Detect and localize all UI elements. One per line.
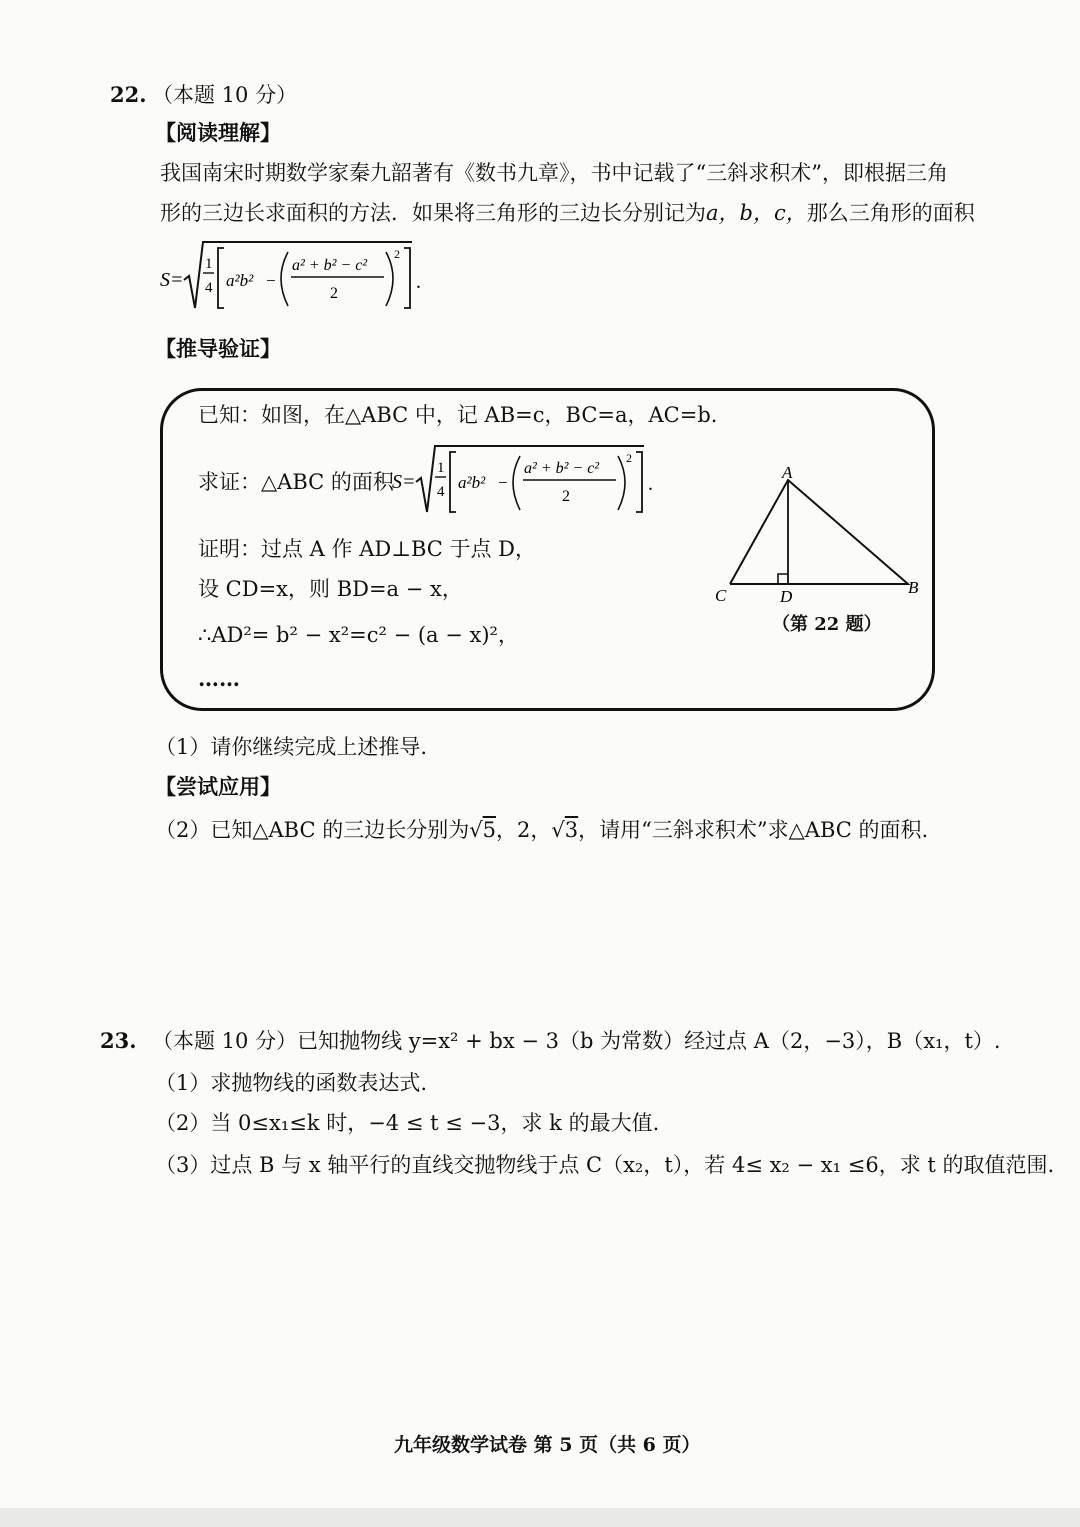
formula2-minus: −: [498, 473, 508, 492]
q22-points: （本题 10 分）: [152, 83, 298, 107]
formula2-frac-den: 4: [437, 484, 445, 500]
box-proof-line3: ∴AD²= b² − x²=c² − (a − x)²，: [198, 623, 519, 647]
box-proof-line2: 设 CD=x，则 BD=a − x，: [198, 577, 463, 601]
label-A: A: [782, 463, 793, 482]
formula2-inner-num: a² + b² − c²: [524, 460, 600, 477]
formula-outer-exp: 2: [394, 247, 400, 261]
formula-a2b2: a²b²: [226, 271, 254, 290]
sqrt3-radicand: 3: [564, 818, 579, 842]
label-B: B: [908, 578, 919, 597]
q23-number: 23.: [100, 1028, 137, 1053]
formula-inner-num: a² + b² − c²: [292, 257, 368, 274]
formula2-end: .: [648, 473, 653, 495]
formula-frac-den: 4: [205, 280, 213, 296]
q23-stem: （本题 10 分）已知抛物线 y=x² + bx − 3（b 为常数）经过点 A（2，−3），B（x₁，t）.: [152, 1029, 1001, 1053]
formula2-outer-exp: 2: [626, 451, 632, 465]
section-apply-heading: 【尝试应用】: [155, 774, 281, 799]
q23-part1: （1）求抛物线的函数表达式.: [155, 1071, 428, 1095]
page-footer: 九年级数学试卷 第 5 页（共 6 页）: [394, 1434, 701, 1456]
sqrt5: √5: [469, 818, 497, 842]
heron-formula-1: [158, 236, 438, 318]
q23-part3: （3）过点 B 与 x 轴平行的直线交抛物线于点 C（x₂，t），若 4≤ x₂ − x₁ ≤6，求 t 的取值范围.: [155, 1153, 1055, 1177]
sqrt3: √3: [551, 818, 579, 842]
formula-inner-den: 2: [330, 285, 338, 302]
box-ellipsis: ……: [198, 666, 240, 691]
sqrt5-radicand: 5: [482, 818, 497, 842]
formula2-inner-den: 2: [562, 488, 570, 505]
scan-bottom-edge: [0, 1508, 1080, 1527]
formula-minus: −: [266, 271, 276, 290]
q22-part1: （1）请你继续完成上述推导.: [155, 735, 428, 759]
heron-formula-2: [390, 440, 670, 522]
formula2-frac-num: 1: [437, 460, 445, 476]
section-read-heading: 【阅读理解】: [155, 120, 281, 145]
q23-part2: （2）当 0≤x₁≤k 时，−4 ≤ t ≤ −3，求 k 的最大值.: [155, 1111, 660, 1135]
q22-intro-line2-text: 形的三边长求面积的方法．如果将三角形的三边长分别记为: [160, 201, 706, 225]
q22-intro-line2-end: 那么三角形的面积: [806, 201, 975, 225]
formula-end: .: [416, 271, 421, 293]
q22-intro-line2-vars: a，b，c，: [706, 201, 807, 225]
formula-frac-num: 1: [205, 256, 213, 272]
label-C: C: [715, 586, 727, 605]
q22-part2-mid: ，2，: [496, 818, 552, 842]
box-given: 已知：如图，在△ABC 中，记 AB=c，BC=a，AC=b.: [198, 403, 718, 427]
q22-part2-end: ，请用“三斜求积术”求△ABC 的面积.: [578, 818, 929, 842]
figure-caption: （第 22 题）: [772, 614, 882, 635]
formula2-a2b2: a²b²: [458, 473, 486, 492]
formula2-lhs: S=: [392, 471, 416, 493]
section-derive-heading: 【推导验证】: [155, 336, 281, 361]
label-D: D: [780, 587, 793, 606]
q22-number: 22.: [110, 82, 147, 107]
q22-intro-line1: 我国南宋时期数学家秦九韶著有《数书九章》，书中记载了“三斜求积术”，即根据三角: [160, 161, 948, 185]
q22-part2-prefix: （2）已知△ABC 的三边长分别为: [155, 818, 470, 842]
box-prove-prefix: 求证：△ABC 的面积: [198, 470, 394, 494]
box-proof-line1: 证明：过点 A 作 AD⊥BC 于点 D，: [198, 537, 537, 561]
formula-lhs: S=: [160, 269, 184, 291]
q22-intro-line2: [160, 198, 975, 228]
q22-part2: [155, 815, 928, 845]
